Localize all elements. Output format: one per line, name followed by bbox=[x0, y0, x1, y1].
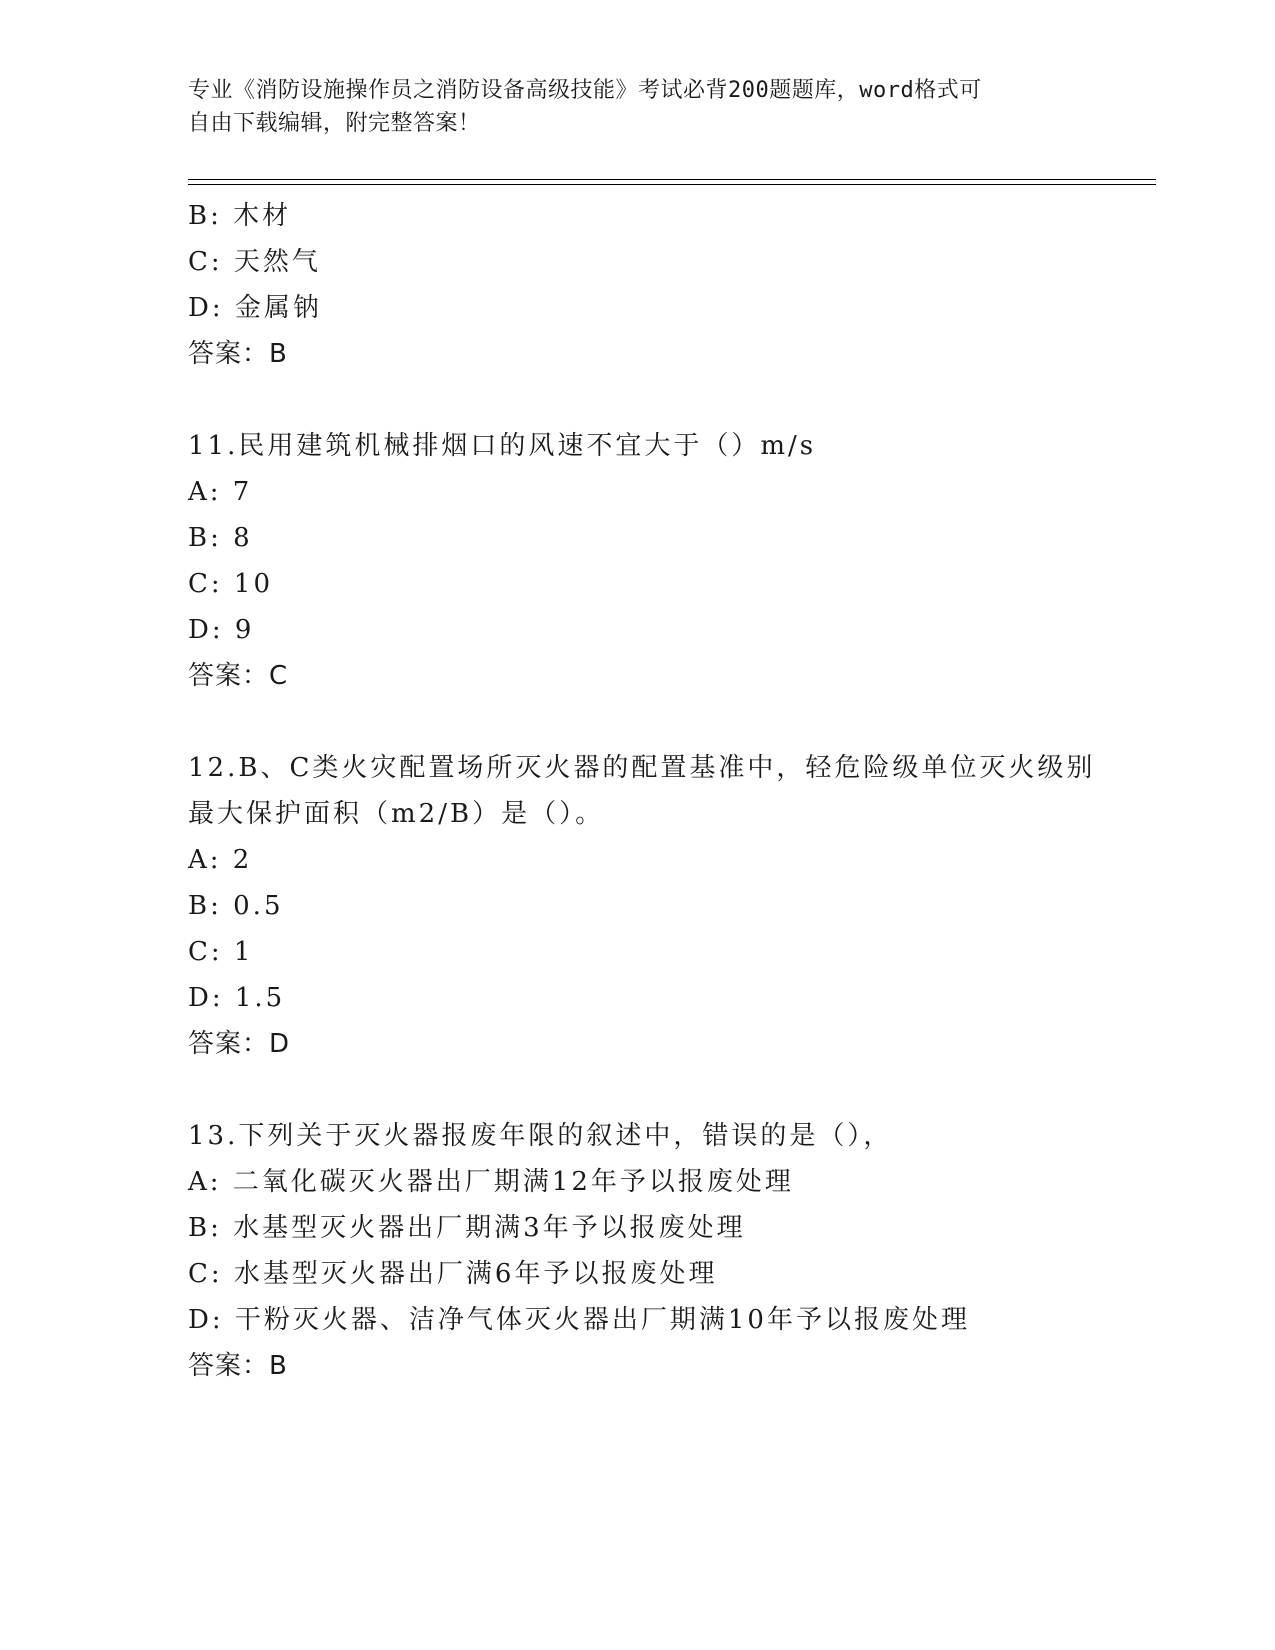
question-spacer bbox=[188, 699, 1148, 745]
answer-line: 答案：B bbox=[188, 339, 288, 369]
question-title-continued: 最大保护面积（m2/B）是（）。 bbox=[188, 799, 605, 829]
option-b: B: 木材 bbox=[188, 201, 292, 231]
option-c: C: 天然气 bbox=[188, 247, 321, 277]
option-c: C: 1 bbox=[188, 937, 254, 967]
question-spacer bbox=[188, 1067, 1148, 1113]
header-divider-top bbox=[188, 179, 1156, 180]
answer-line: 答案：D bbox=[188, 1029, 291, 1059]
option-c: C: 水基型灭火器出厂满6年予以报废处理 bbox=[188, 1259, 718, 1289]
answer-line: 答案：C bbox=[188, 661, 289, 691]
option-b: B: 0.5 bbox=[188, 891, 284, 921]
question-title: 11.民用建筑机械排烟口的风速不宜大于（）m/s bbox=[188, 431, 817, 461]
question-block-12 bbox=[188, 745, 1148, 1067]
option-d: D: 金属钠 bbox=[188, 293, 322, 323]
question-block-13 bbox=[188, 1113, 1148, 1389]
answer-line: 答案：B bbox=[188, 1351, 288, 1381]
option-a: A: 二氧化碳灭火器出厂期满12年予以报废处理 bbox=[188, 1167, 794, 1197]
question-block-continued bbox=[188, 193, 1148, 377]
header-title-line-2: 自由下载编辑，附完整答案！ bbox=[188, 111, 481, 136]
question-title: 12.B、C类火灾配置场所灭火器的配置基准中，轻危险级单位灭火级别 bbox=[188, 753, 1096, 783]
option-d: D: 干粉灭火器、洁净气体灭火器出厂期满10年予以报废处理 bbox=[188, 1305, 970, 1335]
option-a: A: 7 bbox=[188, 477, 253, 507]
question-title: 13.下列关于灭火器报废年限的叙述中，错误的是（）， bbox=[188, 1121, 893, 1151]
option-d: D: 1.5 bbox=[188, 983, 286, 1013]
option-c: C: 10 bbox=[188, 569, 274, 599]
header-title-line-1: 专业《消防设施操作员之消防设备高级技能》考试必背200题题库，word格式可 bbox=[188, 78, 982, 103]
option-b: B: 8 bbox=[188, 523, 253, 553]
option-b: B: 水基型灭火器出厂期满3年予以报废处理 bbox=[188, 1213, 746, 1243]
question-spacer bbox=[188, 377, 1148, 423]
option-a: A: 2 bbox=[188, 845, 253, 875]
question-list bbox=[188, 193, 1148, 1389]
option-d: D: 9 bbox=[188, 615, 255, 645]
header-divider-bottom bbox=[188, 184, 1156, 185]
question-block-11 bbox=[188, 423, 1148, 699]
document-header bbox=[188, 74, 1088, 140]
